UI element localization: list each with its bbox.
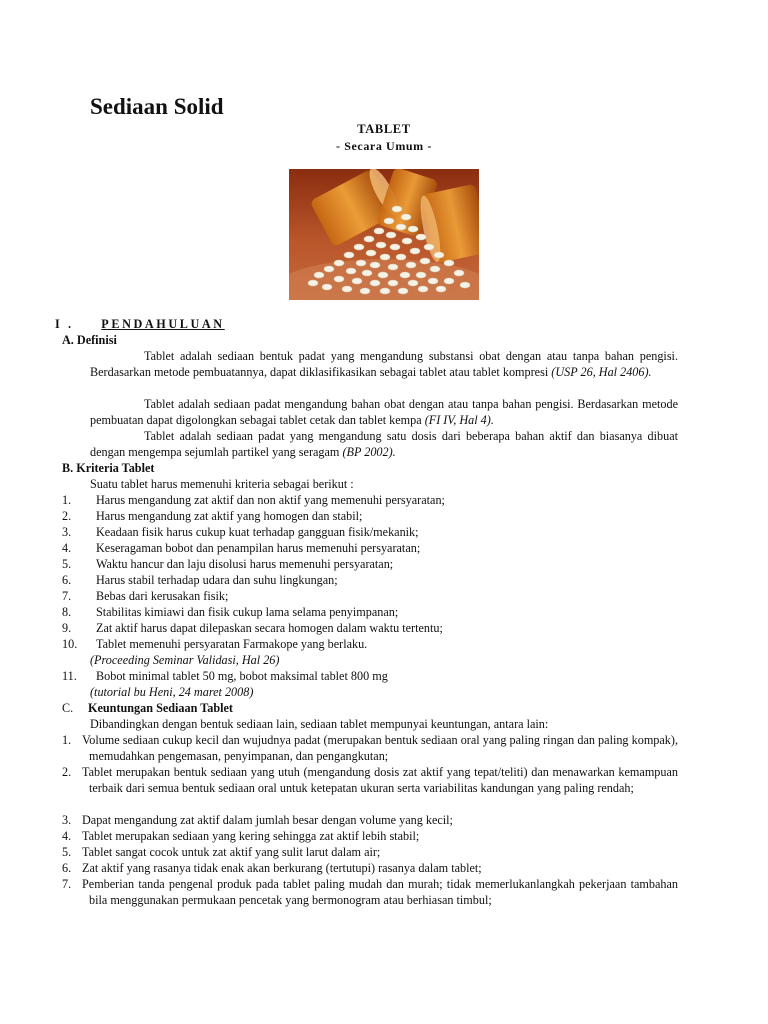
list-item: 7. Pemberian tanda pengenal produk pada tablet paling mudah dan murah; tidak memerlukanlangkah pekerjaan tambahan bila menggunakan permukaan pencetak yang bermonogram atau berhiasan timbul;: [62, 877, 678, 907]
definisi-paragraph: Tablet adalah sediaan bentuk padat yang mengandung substansi obat dengan atau tanpa bahan pengisi. Berdasarkan metode pembuatannya, dapat diklasifikasikan sebagai tablet atau tablet kompresi (USP 26, Hal 2406).: [90, 349, 678, 379]
citation: (BP 2002).: [342, 445, 396, 459]
list-item: 5. Waktu hancur dan laju disolusi harus memenuhi persyaratan;: [62, 557, 394, 571]
list-item: 10. Tablet memenuhi persyaratan Farmakope yang berlaku.: [62, 637, 368, 651]
list-item: 3. Keadaan fisik harus cukup kuat terhadap gangguan fisik/mekanik;: [62, 525, 419, 539]
list-item: 2. Tablet merupakan bentuk sediaan yang utuh (mengandung dosis zat aktif yang tepat/teliti) dan menawarkan kemampuan terbaik dari semua bentuk sediaan oral untuk ketepatan ukuran serta variabilitas kandungan yang paling rendah;: [62, 765, 678, 795]
keuntungan-heading: C. Keuntungan Sediaan Tablet: [62, 701, 233, 715]
definisi-paragraph: Tablet adalah sediaan padat yang mengandung satu dosis dari beberapa bahan aktif dan biasanya dibuat dengan mengempa sejumlah partikel yang seragam (BP 2002).: [90, 429, 678, 459]
list-item: 11. Bobot minimal tablet 50 mg, bobot maksimal tablet 800 mg: [62, 669, 388, 683]
list-item: 1. Volume sediaan cukup kecil dan wujudnya padat (merupakan bentuk sediaan oral yang paling ringan dan paling kompak), memudahkan pengemasan, penyimpanan, dan pengangkutan;: [62, 733, 678, 763]
kriteria-intro: Suatu tablet harus memenuhi kriteria sebagai berikut :: [90, 477, 354, 491]
section-heading: [55, 316, 225, 332]
list-item: 9. Zat aktif harus dapat dilepaskan secara homogen dalam waktu tertentu;: [62, 621, 443, 635]
list-item: 2. Harus mengandung zat aktif yang homogen dan stabil;: [62, 509, 363, 523]
list-item: 1. Harus mengandung zat aktif dan non aktif yang memenuhi persyaratan;: [62, 493, 445, 507]
list-item: 4. Tablet merupakan sediaan yang kering sehingga zat aktif lebih stabil;: [62, 829, 420, 843]
document-subtitle: TABLET: [357, 122, 411, 136]
list-item: 4. Keseragaman bobot dan penampilan harus memenuhi persyaratan;: [62, 541, 421, 555]
list-item: 6. Harus stabil terhadap udara dan suhu lingkungan;: [62, 573, 338, 587]
list-item: 7. Bebas dari kerusakan fisik;: [62, 589, 229, 603]
pills-spilling-from-bottles-photo: [289, 169, 479, 300]
section-number: I .: [55, 317, 74, 331]
keuntungan-intro: Dibandingkan dengan bentuk sediaan lain, sediaan tablet mempunyai keuntungan, antara lain:: [90, 717, 549, 731]
citation: (USP 26, Hal 2406).: [551, 365, 652, 379]
list-item: 8. Stabilitas kimiawi dan fisik cukup lama selama penyimpanan;: [62, 605, 399, 619]
document-title: Sediaan Solid: [90, 94, 224, 119]
section-title: PENDAHULUAN: [101, 317, 225, 331]
document-subtitle-secondary: - Secara Umum -: [336, 139, 432, 153]
list-item: 6. Zat aktif yang rasanya tidak enak akan berkurang (tertutupi) rasanya dalam tablet;: [62, 861, 482, 875]
list-item: 3. Dapat mengandung zat aktif dalam jumlah besar dengan volume yang kecil;: [62, 813, 453, 827]
citation: (FI IV, Hal 4).: [424, 413, 494, 427]
kriteria-heading: B. Kriteria Tablet: [62, 461, 155, 475]
definisi-paragraph: Tablet adalah sediaan padat mengandung bahan obat dengan atau tanpa bahan pengisi. Berdasarkan metode pembuatan dapat digolongkan sebagai tablet cetak dan tablet kempa (FI IV, Hal 4).: [90, 397, 678, 427]
citation: (tutorial bu Heni, 24 maret 2008): [90, 685, 254, 699]
citation: (Proceeding Seminar Validasi, Hal 26): [90, 653, 280, 667]
list-item: 5. Tablet sangat cocok untuk zat aktif yang sulit larut dalam air;: [62, 845, 381, 859]
definisi-heading: A. Definisi: [62, 333, 117, 347]
